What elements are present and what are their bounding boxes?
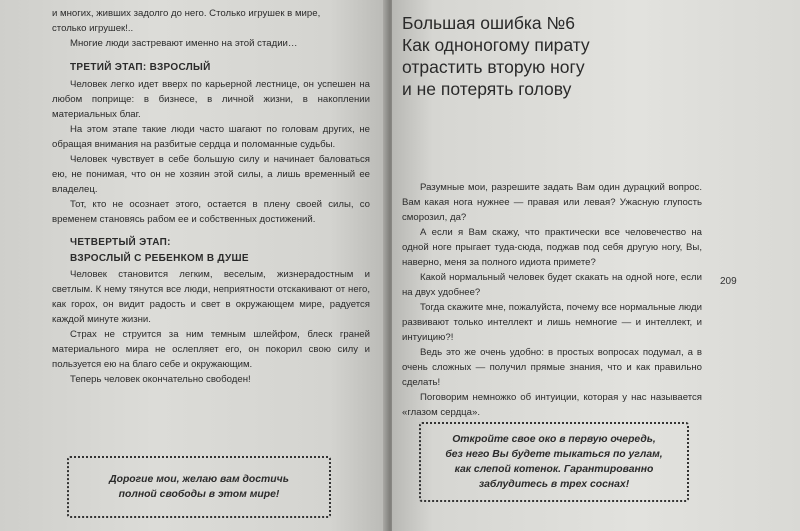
paragraph: Тогда скажите мне, пожалуйста, почему все нормальные люди развивают только интеллект и лишь немногие — и интеллект, и интуицию?!: [402, 302, 702, 343]
paragraph: Разумные мои, разрешите задать Вам один дурацкий вопрос. Вам какая нога нужнее — правая или левая? Ужасную глупость сморозил, да?: [402, 182, 702, 223]
callout-line: Откройте свое око в первую очередь,: [452, 434, 656, 445]
callout-line: полной свободы в этом мире!: [118, 489, 280, 500]
left-page-text: [52, 6, 370, 387]
paragraph: Человек чувствует в себе большую силу и начинает баловаться ею, не понимая, что он не хозяин этой силы, а лишь временный ее владелец.: [52, 154, 370, 195]
paragraph: Поговорим немножко об интуиции, которая у нас называется «глазом сердца».: [402, 392, 702, 418]
text-line: Многие люди застревают именно на этой стадии…: [70, 38, 298, 49]
paragraph: А если я Вам скажу, что практически все человечество на одной ноге прыгает туда-сюда, поджав под себя другую ногу, Вы, наверно, меня за полного идиота примете?: [402, 227, 702, 268]
left-page: [0, 0, 388, 531]
paragraph: Тот, кто не осознает этого, остается в плену своей силы, со временем становясь рабом ее и собственных достижений.: [52, 199, 370, 225]
callout-line: как слепой котенок. Гарантированно: [454, 464, 654, 475]
paragraph: Какой нормальный человек будет скакать на одной ноге, если на двух удобнее?: [402, 272, 702, 298]
callout-line: заблудитесь в трех соснах!: [478, 479, 630, 490]
heading-stage-three: ТРЕТИЙ ЭТАП: ВЗРОСЛЫЙ: [70, 62, 211, 73]
callout-box-right: [419, 422, 689, 502]
title-line: Как одноногому пирату: [402, 35, 590, 55]
page-number: 209: [720, 276, 737, 287]
paragraph: Страх не струится за ним темным шлейфом, блеск граней материального мира не ослепляет его, он покорил свою силу и пользуется ею на благо себе и окружающим.: [52, 329, 370, 370]
paragraph: Теперь человек окончательно свободен!: [70, 374, 251, 385]
paragraph: Человек становится легким, веселым, жизнерадостным и светлым. К нему тянутся все люди, неприятности отскакивают от него, как горох, он видит радость и свет в окружающем мире, радуется каждой минуте жизни.: [52, 269, 370, 325]
right-page: [392, 0, 800, 531]
text-line: столько игрушек!..: [52, 23, 134, 34]
heading-stage-four-line1: ЧЕТВЕРТЫЙ ЭТАП:: [70, 237, 171, 248]
chapter-title: [402, 12, 742, 100]
title-line: и не потерять голову: [402, 79, 572, 99]
title-line: отрастить вторую ногу: [402, 57, 585, 77]
callout-box-left: [67, 456, 331, 518]
title-line: Большая ошибка №6: [402, 13, 575, 33]
heading-stage-four-line2: ВЗРОСЛЫЙ С РЕБЕНКОМ В ДУШЕ: [70, 253, 249, 264]
paragraph: Человек легко идет вверх по карьерной лестнице, он успешен на любом поприще: в бизнесе, в личной жизни, в накоплении материальных благ.: [52, 79, 370, 120]
callout-line: без него Вы будете тыкаться по углам,: [445, 449, 663, 460]
right-page-text: [402, 180, 702, 420]
text-line: и многих, живших задолго до него. Столько игрушек в мире,: [52, 8, 321, 19]
paragraph: Ведь это же очень удобно: в простых вопросах подумал, а в очень сложных — получил прямые знания, что и как правильно сделать!: [402, 347, 702, 388]
callout-line: Дорогие мои, желаю вам достичь: [109, 474, 289, 485]
paragraph: На этом этапе такие люди часто шагают по головам других, не обращая внимания на разбитые сердца и поломанные судьбы.: [52, 124, 370, 150]
